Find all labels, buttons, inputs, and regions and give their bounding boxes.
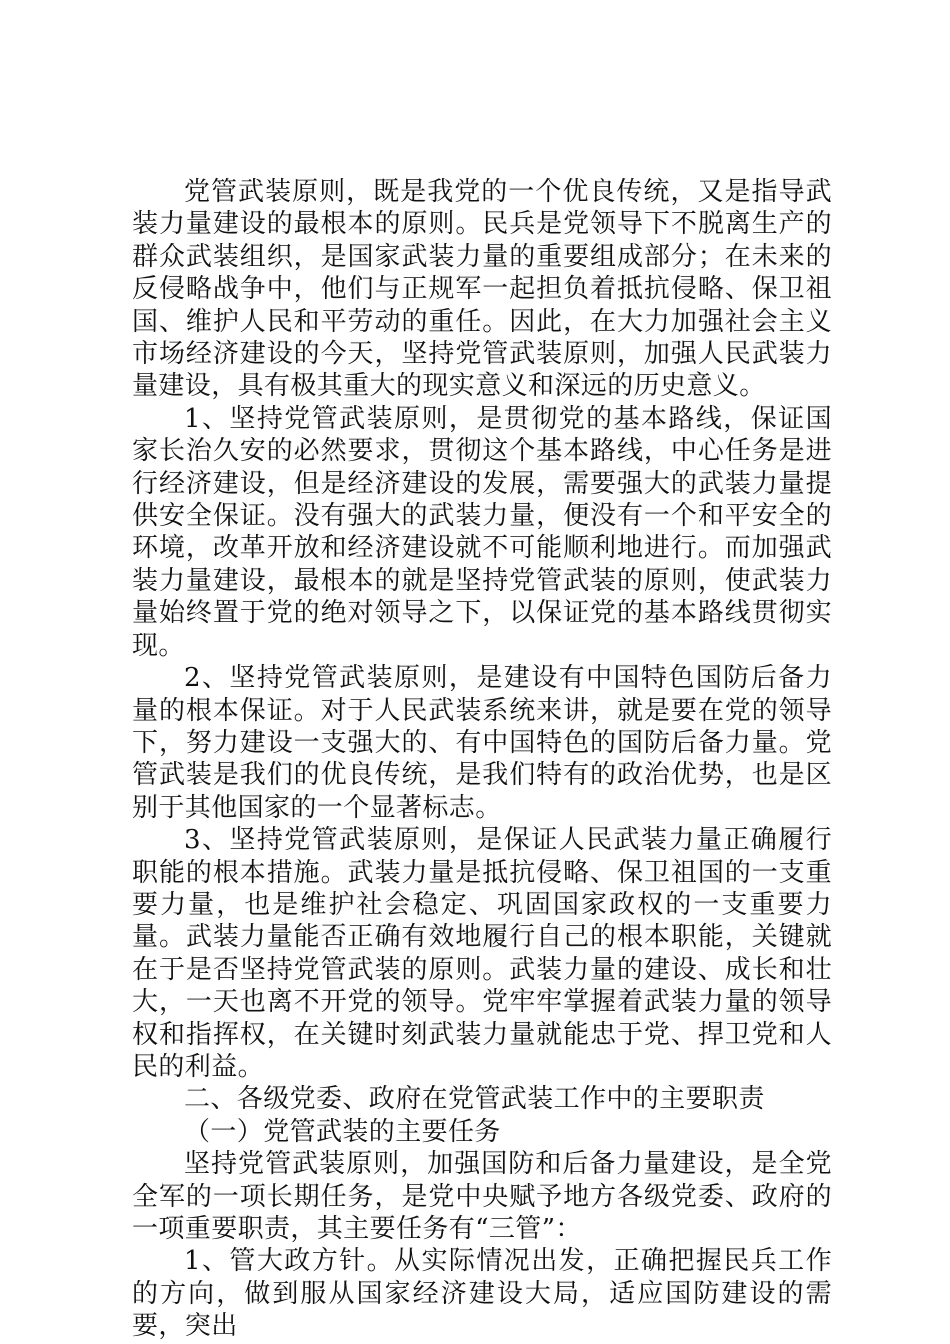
paragraph-task-1: 1、管大政方针。从实际情况出发，正确把握民兵工作的方向，做到服从国家经济建设大局，适应国防建设的需要，突出 bbox=[132, 1246, 832, 1342]
paragraph-point-1: 1、坚持党管武装原则，是贯彻党的基本路线，保证国家长治久安的必然要求，贯彻这个基本路线，中心任务是进行经济建设，但是经济建设的发展，需要强大的武装力量提供安全保证。没有强大的武装力量，便没有一个和平安全的环境，改革开放和经济建设就不可能顺利地进行。而加强武装力量建设，最根本的就是坚持党管武装的原则，使武装力量始终置于党的绝对领导之下，以保证党的基本路线贯彻实现。 bbox=[132, 403, 832, 661]
section-heading-2: 二、各级党委、政府在党管武装工作中的主要职责 bbox=[184, 1084, 765, 1115]
paragraph-point-3: 3、坚持党管武装原则，是保证人民武装力量正确履行职能的根本措施。武装力量是抵抗侵略、保卫祖国的一支重要力量，也是维护社会稳定、巩固国家政权的一支重要力量。武装力量能否正确有效地履行自己的根本职能，关键就在于是否坚持党管武装的原则。武装力量的建设、成长和壮大，一天也离不开党的领导。党牢牢掌握着武装力量的领导权和指挥权，在关键时刻武装力量就能忠于党、捍卫党和人民的利益。 bbox=[132, 825, 832, 1082]
paragraph-intro: 党管武装原则，既是我党的一个优良传统，又是指导武装力量建设的最根本的原则。民兵是党领导下不脱离生产的群众武装组织，是国家武装力量的重要组成部分；在未来的反侵略战争中，他们与正规军一起担负着抵抗侵略、保卫祖国、维护人民和平劳动的重任。因此，在大力加强社会主义市场经济建设的今天，坚持党管武装原则，加强人民武装力量建设，具有极其重大的现实意义和深远的历史意义。 bbox=[132, 177, 832, 402]
paragraph-main-tasks: 坚持党管武装原则，加强国防和后备力量建设，是全党全军的一项长期任务，是党中央赋予地方各级党委、政府的一项重要职责，其主要任务有“三管”： bbox=[132, 1149, 832, 1244]
subsection-heading-1: （一）党管武装的主要任务 bbox=[184, 1116, 501, 1147]
paragraph-point-2: 2、坚持党管武装原则，是建设有中国特色国防后备力量的根本保证。对于人民武装系统来讲，就是要在党的领导下，努力建设一支强大的、有中国特色的国防后备力量。党管武装是我们的优良传统，是我们特有的政治优势，也是区别于其他国家的一个显著标志。 bbox=[132, 663, 832, 823]
document-body bbox=[132, 176, 832, 1343]
